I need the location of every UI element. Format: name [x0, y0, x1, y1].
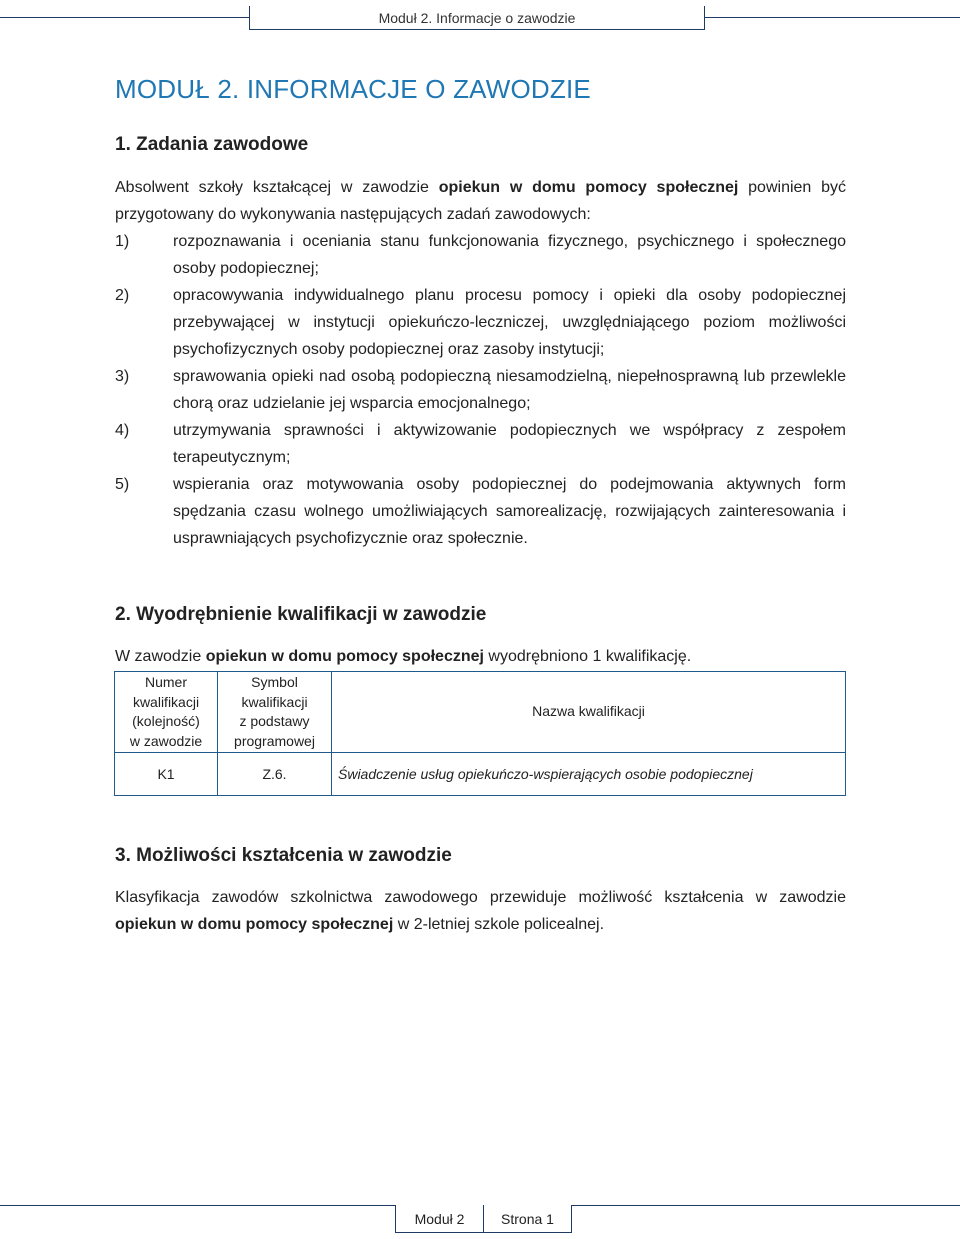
section-3-text-before: Klasyfikacja zawodów szkolnictwa zawodowego przewiduje możliwość kształcenia w zawodzie — [115, 889, 846, 906]
task-number: 2) — [115, 287, 130, 304]
task-number: 3) — [115, 368, 130, 385]
footer-rule-left — [0, 1205, 395, 1206]
module-title: MODUŁ 2. INFORMACJE O ZAWODZIE — [115, 74, 591, 104]
header-rule-left — [0, 17, 249, 18]
footer-page-text: Strona 1 — [501, 1210, 554, 1227]
section-1-intro-after: powinien być przygotowany do wykonywania następujących zadań zawodowych: — [115, 179, 847, 223]
section-1-intro — [115, 174, 846, 228]
task-number: 5) — [115, 476, 130, 493]
header-line: Symbol — [251, 674, 298, 690]
section-2-heading: 2. Wyodrębnienie kwalifikacji w zawodzie — [115, 604, 487, 625]
list-item — [115, 417, 846, 471]
header-rule-right — [705, 17, 960, 18]
section-3-text — [115, 884, 846, 938]
footer-module-text: Moduł 2 — [414, 1210, 465, 1227]
header-line: kwalifikacji — [132, 693, 200, 710]
task-text: sprawowania opieki nad osobą podopieczną niesamodzielną, niepełnosprawną lub przewlekle chorą oraz udzielanie jej wsparcia emocjonalnego; — [173, 368, 846, 412]
header-line: z podstawy — [239, 713, 310, 729]
footer-page-number — [484, 1205, 572, 1233]
section-3-profession: opiekun w domu pomocy społecznej — [115, 916, 394, 933]
footer-rule-right — [572, 1205, 960, 1206]
section-1-intro-before: Absolwent szkoły kształcącej w zawodzie — [115, 179, 439, 196]
header-qualification-number — [115, 672, 218, 753]
task-number: 1) — [115, 233, 130, 250]
running-header — [249, 6, 705, 30]
section-3-heading: 3. Możliwości kształcenia w zawodzie — [115, 845, 452, 866]
cell-number: K1 — [115, 753, 218, 796]
header-line: programowej — [234, 732, 315, 749]
task-number: 4) — [115, 422, 130, 439]
qualifications-table — [114, 671, 846, 796]
header-line: Nazwa kwalifikacji — [532, 703, 645, 720]
task-list — [115, 228, 846, 552]
section-2-intro — [115, 643, 846, 670]
list-item — [115, 363, 846, 417]
section-1-profession: opiekun w domu pomocy społecznej — [438, 179, 739, 196]
table-header-row — [115, 672, 846, 753]
running-header-text: Moduł 2. Informacje o zawodzie — [378, 9, 576, 26]
section-2-intro-after: wyodrębniono 1 kwalifikację. — [483, 648, 692, 665]
footer-module — [395, 1205, 484, 1233]
cell-name: Świadczenie usług opiekuńczo-wspierających osobie podopiecznej — [332, 753, 846, 796]
task-text: utrzymywania sprawności i aktywizowanie podopiecznych we współpracy z zespołem terapeutycznym; — [173, 422, 846, 466]
list-item — [115, 471, 846, 552]
section-3-text-after: w 2-letniej szkole policealnej. — [393, 916, 605, 933]
task-text: wspierania oraz motywowania osoby podopiecznej do podejmowania aktywnych form spędzania czasu wolnego umożliwiających samorealizację, rozwijających zainteresowania i usprawniających psychofizycznie oraz społecznie. — [173, 476, 846, 547]
header-line: w zawodzie — [129, 732, 203, 749]
cell-symbol: Z.6. — [218, 753, 332, 796]
header-line: (kolejność) — [132, 713, 200, 729]
header-qualification-symbol — [218, 672, 332, 753]
task-text: opracowywania indywidualnego planu procesu pomocy i opieki dla osoby podopiecznej przebywającej w instytucji opiekuńczo-leczniczej, uwzględniającego poziom możliwości psychofizycznych osoby podopiecznej oraz zasoby instytucji; — [173, 287, 846, 358]
table-row — [115, 753, 846, 796]
header-line: kwalifikacji — [241, 693, 308, 710]
header-line: Numer — [144, 674, 187, 690]
list-item — [115, 228, 846, 282]
section-2-profession: opiekun w domu pomocy społecznej — [205, 648, 484, 665]
header-qualification-name — [332, 672, 846, 753]
task-text: rozpoznawania i oceniania stanu funkcjonowania fizycznego, psychicznego i społecznego osoby podopiecznej; — [173, 233, 846, 277]
section-1-heading: 1. Zadania zawodowe — [115, 134, 309, 155]
section-2-intro-before: W zawodzie — [115, 648, 206, 665]
list-item — [115, 282, 846, 363]
